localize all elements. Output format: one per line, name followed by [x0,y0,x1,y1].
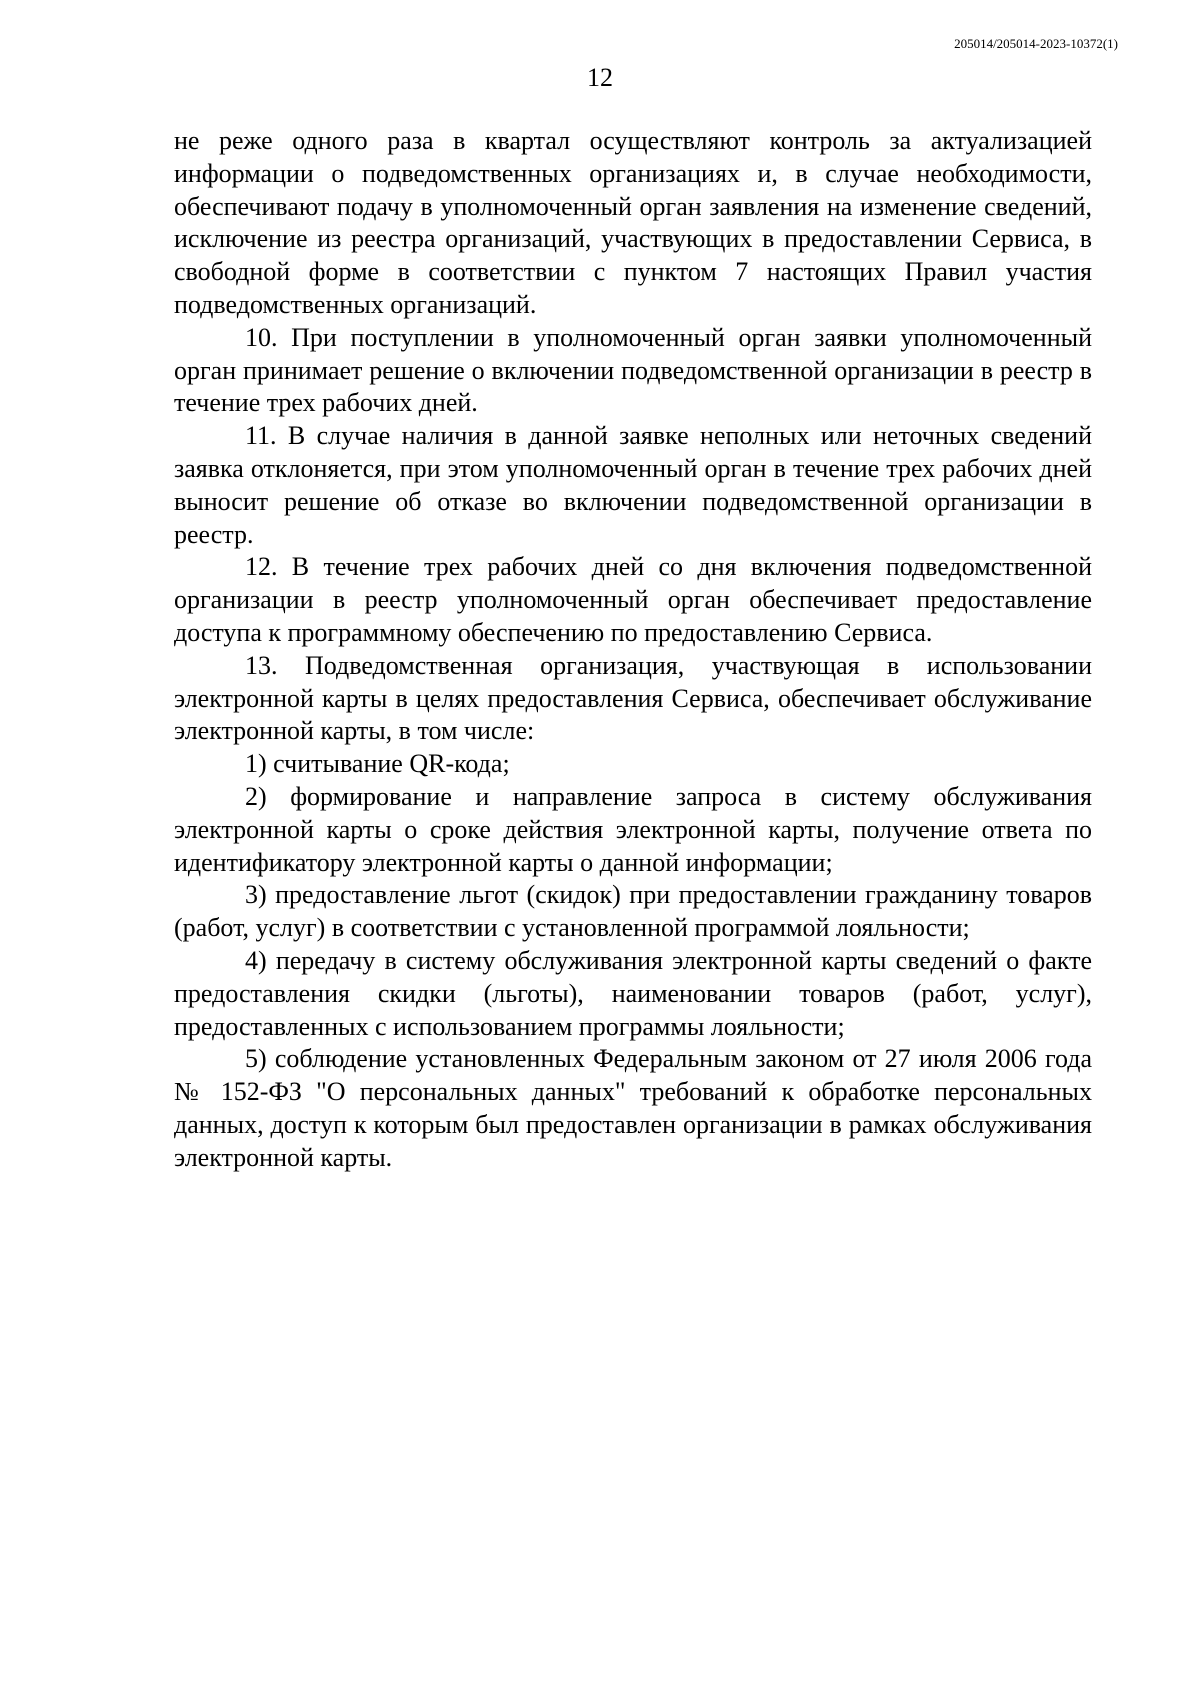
list-item-4: 4) передачу в систему обслуживания электронной карты сведений о факте предоставления скидки (льготы), наименовании товаров (работ, услуг), предоставленных с использованием программы лояльности; [174,945,1092,1041]
document-id: 205014/205014-2023-10372(1) [954,36,1118,51]
paragraph-11: 11. В случае наличия в данной заявке неполных или неточных сведений заявка отклоняется, при этом уполномоченный орган в течение трех рабочих дней выносит решение об отказе во включении подведомственной организации в реестр. [174,421,1092,549]
list-item-3: 3) предоставление льгот (скидок) при предоставлении гражданину товаров (работ, услуг) в соответствии с установленной программой лояльности; [174,880,1092,943]
page-number: 12 [587,63,613,92]
paragraph-continuation: не реже одного раза в квартал осуществляют контроль за актуализацией информации о подведомственных организациях и, в случае необходимости, обеспечивают подачу в уполномоченный орган заявления на изменение сведений, исключение из реестра организаций, участвующих в предоставлении Сервиса, в свободной форме в соответствии с пунктом 7 настоящих Правил участия подведомственных организаций. [174,126,1092,319]
paragraph-12: 12. В течение трех рабочих дней со дня включения подведомственной организации в реестр уполномоченный орган обеспечивает предоставление доступа к программному обеспечению по предоставлению Сервиса. [174,552,1092,647]
list-item-5: 5) соблюдение установленных Федеральным законом от 27 июля 2006 года № 152-ФЗ "О персональных данных" требований к обработке персональных данных, доступ к которым был предоставлен организации в рамках обслуживания электронной карты. [174,1044,1092,1172]
paragraph-10: 10. При поступлении в уполномоченный орган заявки уполномоченный орган принимает решение о включении подведомственной организации в реестр в течение трех рабочих дней. [174,322,1092,418]
document-body [174,125,1092,1175]
list-item-1: 1) считывание QR-кода; [245,749,510,779]
list-item-2: 2) формирование и направление запроса в систему обслуживания электронной карты о сроке действия электронной карты, получение ответа по идентификатору электронной карты о данной информации; [174,781,1092,877]
paragraph-13: 13. Подведомственная организация, участвующая в использовании электронной карты в целях предоставления Сервиса, обеспечивает обслуживание электронной карты, в том числе: [174,650,1092,746]
